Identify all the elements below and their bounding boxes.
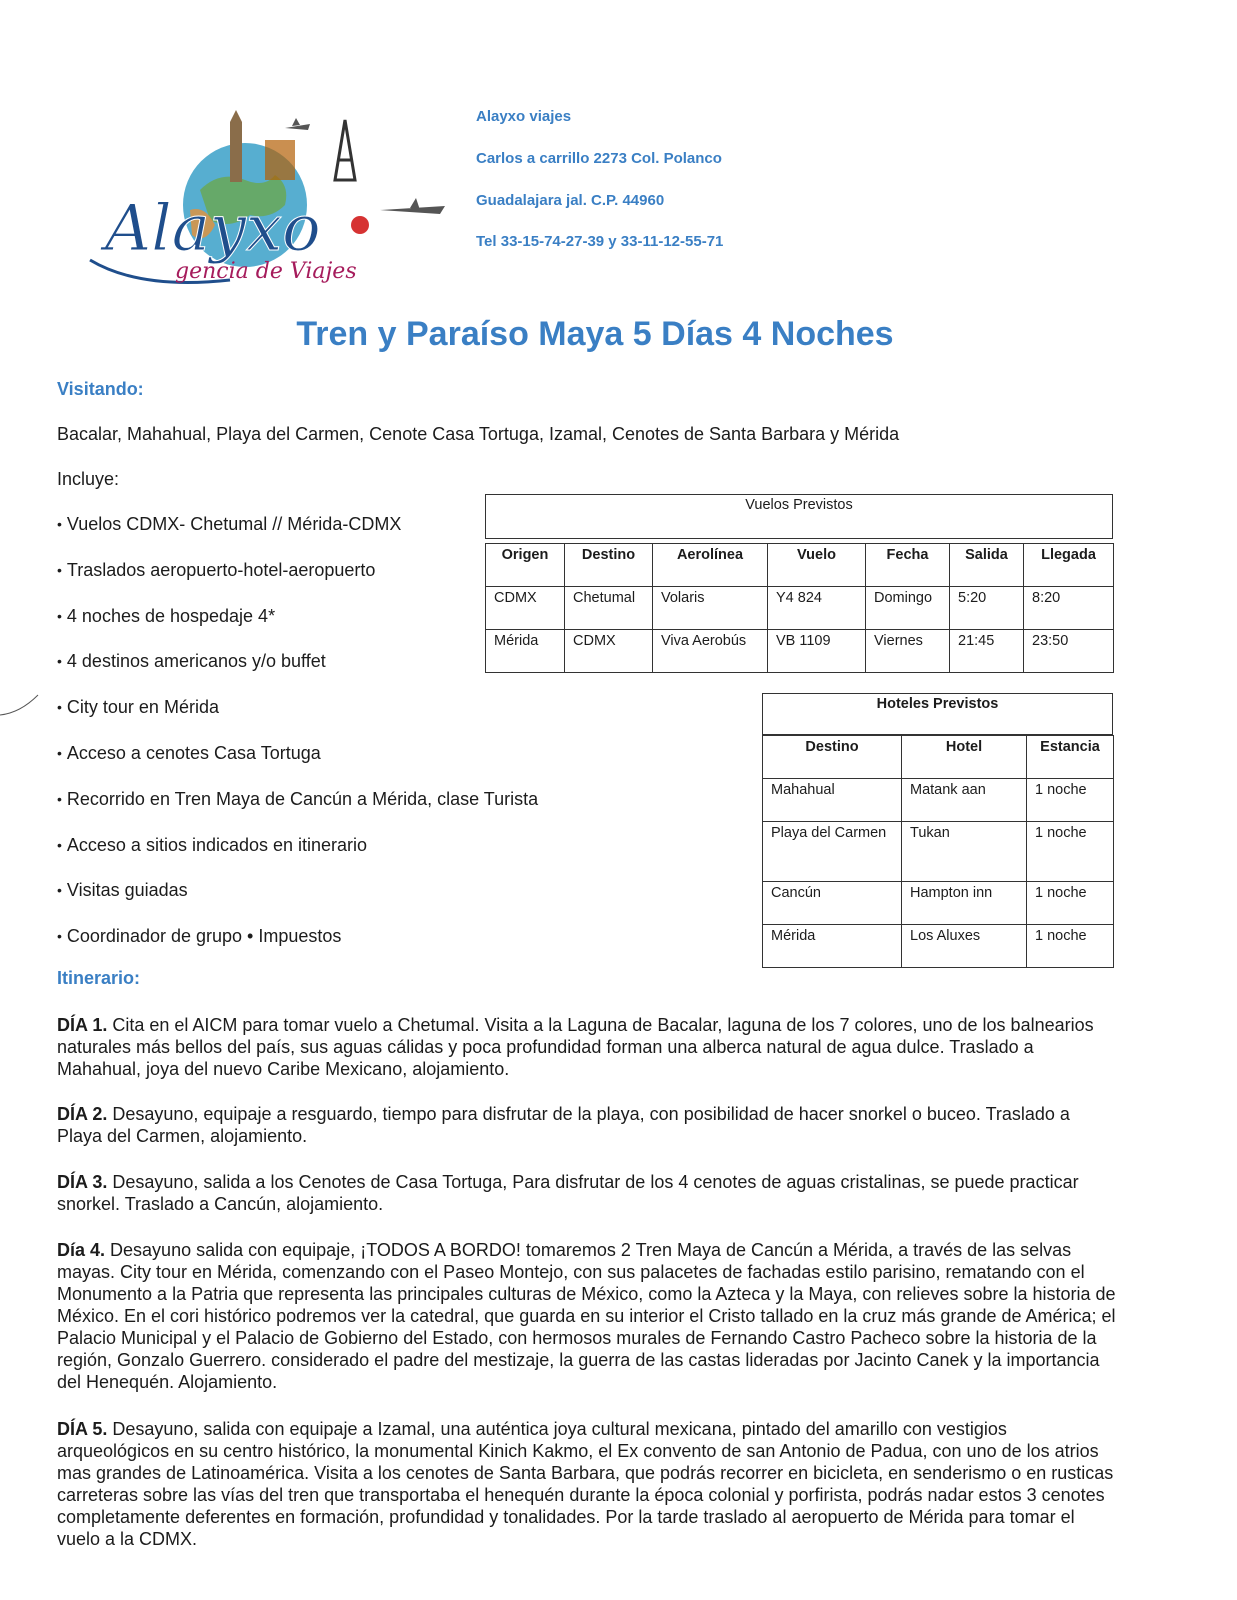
table-cell: Viernes bbox=[866, 630, 950, 673]
day-text: Desayuno, salida a los Cenotes de Casa Tortuga, Para disfrutar de los 4 cenotes de aguas cristalinas, se puede practicar snorkel. Traslado a Cancún, alojamiento. bbox=[57, 1172, 1079, 1214]
svg-text:gencia de Viajes: gencia de Viajes bbox=[175, 259, 357, 284]
agency-phone: Tel 33-15-74-27-39 y 33-11-12-55-71 bbox=[476, 233, 724, 250]
table-row bbox=[486, 587, 1114, 630]
day-label: DÍA 1. bbox=[57, 1015, 108, 1035]
day-label: DÍA 2. bbox=[57, 1104, 108, 1124]
agency-address-line2: Guadalajara jal. C.P. 44960 bbox=[476, 192, 665, 209]
table-cell: Playa del Carmen bbox=[763, 822, 902, 882]
day-label: Día 4. bbox=[57, 1240, 106, 1260]
table-row bbox=[763, 925, 1114, 968]
column-header: Fecha bbox=[866, 544, 950, 587]
margin-mark bbox=[0, 693, 40, 718]
table-cell: 21:45 bbox=[950, 630, 1024, 673]
table-cell: CDMX bbox=[565, 630, 653, 673]
day-text: Cita en el AICM para tomar vuelo a Chetumal. Visita a la Laguna de Bacalar, laguna de los 7 colores, uno de los balnearios naturales más bellos del país, sus aguas cálidas y poca profundidad forman una alberca natural de agua dulce. Traslado a Mahahual, joya del nuevo Caribe Mexicano, alojamiento. bbox=[57, 1015, 1094, 1079]
table-cell: Mahahual bbox=[763, 779, 902, 822]
airplane-icon bbox=[285, 118, 310, 130]
column-header: Llegada bbox=[1024, 544, 1114, 587]
table-cell: Tukan bbox=[902, 822, 1027, 882]
list-item: • Acceso a sitios indicados en itinerario bbox=[57, 835, 538, 881]
visiting-label: Visitando: bbox=[57, 379, 144, 399]
itinerary-day bbox=[57, 1418, 1117, 1550]
svg-text:Alayxo: Alayxo bbox=[105, 192, 321, 266]
table-cell: Los Aluxes bbox=[902, 925, 1027, 968]
table-cell: Domingo bbox=[866, 587, 950, 630]
table-cell: 1 noche bbox=[1027, 822, 1114, 882]
table-cell: 1 noche bbox=[1027, 882, 1114, 925]
column-header: Destino bbox=[565, 544, 653, 587]
column-header: Estancia bbox=[1027, 736, 1114, 779]
itinerary-day bbox=[57, 1014, 1117, 1080]
column-header: Destino bbox=[763, 736, 902, 779]
table-cell: VB 1109 bbox=[768, 630, 866, 673]
table-cell: 1 noche bbox=[1027, 779, 1114, 822]
eiffel-tower-icon bbox=[335, 120, 355, 180]
table-cell: Mérida bbox=[486, 630, 565, 673]
visiting-text: Bacalar, Mahahual, Playa del Carmen, Cenote Casa Tortuga, Izamal, Cenotes de Santa Barbara y Mérida bbox=[57, 424, 900, 444]
itinerary-day bbox=[57, 1171, 1117, 1215]
agency-logo bbox=[80, 110, 460, 305]
list-item: • Coordinador de grupo • Impuestos bbox=[57, 926, 538, 972]
agency-address-line1: Carlos a carrillo 2273 Col. Polanco bbox=[476, 150, 722, 167]
day-text: Desayuno salida con equipaje, ¡TODOS A BORDO! tomaremos 2 Tren Maya de Cancún a Mérida, a través de las selvas mayas. City tour en Mérida, comenzando con el Paseo Montejo, con sus palacetes de fachadas estilo parisino, rematando con el Monumento a la Patria que representa las principales culturas de México, como la Azteca y la Maya, con relieves sobre la historia de México. En el cori histórico podremos ver la catedral, que guarda en su interior el Cristo tallado en la cruz más grande de América; el Palacio Municipal y el Palacio de Gobierno del Estado, con hermosos murales de Fernando Castro Pacheco sobre la historia de la región, Gonzalo Guerrero. considerado el padre del mestizaje, la guerra de las castas lideradas por Jacinto Canek y la importancia del Henequén. Alojamiento. bbox=[57, 1240, 1116, 1392]
includes-label: Incluye: bbox=[57, 469, 120, 489]
list-item: • 4 destinos americanos y/o buffet bbox=[57, 651, 538, 697]
table-cell: Chetumal bbox=[565, 587, 653, 630]
table-cell: Mérida bbox=[763, 925, 902, 968]
column-header: Origen bbox=[486, 544, 565, 587]
table-cell: Volaris bbox=[653, 587, 768, 630]
day-label: DÍA 3. bbox=[57, 1172, 108, 1192]
table-cell: Y4 824 bbox=[768, 587, 866, 630]
column-header: Aerolínea bbox=[653, 544, 768, 587]
table-cell: 8:20 bbox=[1024, 587, 1114, 630]
flights-caption: Vuelos Previstos bbox=[485, 494, 1113, 539]
list-item: • Recorrido en Tren Maya de Cancún a Mérida, clase Turista bbox=[57, 789, 538, 835]
list-item: • Traslados aeropuerto-hotel-aeropuerto bbox=[57, 560, 538, 606]
table-cell: 5:20 bbox=[950, 587, 1024, 630]
day-text: Desayuno, salida con equipaje a Izamal, una auténtica joya cultural mexicana, pintado del amarillo con vestigios arqueológicos en su centro histórico, la monumental Kinich Kakmo, el Ex convento de san Antonio de Padua, con uno de los atrios mas grandes de Latinoamérica. Visita a los cenotes de Santa Barbara, que podrás recorrer en bicicleta, en senderismo o en rusticas carreteras sobre las vías del tren que transportaba el henequén durante la época colonial y porfirista, podrás nadar estos 3 cenotes completamente deferentes en formación, profundidad y tonalidades. Por la tarde traslado al aeropuerto de Mérida para tomar el vuelo a la CDMX. bbox=[57, 1419, 1114, 1549]
hotels-table bbox=[762, 735, 1114, 968]
column-header: Vuelo bbox=[768, 544, 866, 587]
table-cell: 23:50 bbox=[1024, 630, 1114, 673]
table-row bbox=[486, 630, 1114, 673]
list-item: • Vuelos CDMX- Chetumal // Mérida-CDMX bbox=[57, 514, 538, 560]
flights-table bbox=[485, 543, 1114, 673]
column-header: Salida bbox=[950, 544, 1024, 587]
agency-name: Alayxo viajes bbox=[476, 108, 572, 125]
column-header: Hotel bbox=[902, 736, 1027, 779]
table-cell: CDMX bbox=[486, 587, 565, 630]
table-row bbox=[763, 779, 1114, 822]
list-item: • 4 noches de hospedaje 4* bbox=[57, 606, 538, 652]
hotels-caption: Hoteles Previstos bbox=[762, 693, 1113, 735]
itinerary-day bbox=[57, 1103, 1117, 1147]
table-cell: Matank aan bbox=[902, 779, 1027, 822]
table-cell: Cancún bbox=[763, 882, 902, 925]
table-header-row bbox=[486, 544, 1114, 587]
includes-list bbox=[57, 514, 538, 972]
itinerary-label: Itinerario: bbox=[57, 968, 141, 988]
table-cell: 1 noche bbox=[1027, 925, 1114, 968]
list-item: • City tour en Mérida bbox=[57, 697, 538, 743]
list-item: • Acceso a cenotes Casa Tortuga bbox=[57, 743, 538, 789]
day-label: DÍA 5. bbox=[57, 1419, 108, 1439]
table-row bbox=[763, 882, 1114, 925]
table-row bbox=[763, 822, 1114, 882]
table-cell: Viva Aerobús bbox=[653, 630, 768, 673]
table-cell: Hampton inn bbox=[902, 882, 1027, 925]
tower-icon bbox=[230, 122, 242, 182]
itinerary-day bbox=[57, 1239, 1117, 1393]
table-header-row bbox=[763, 736, 1114, 779]
day-text: Desayuno, equipaje a resguardo, tiempo para disfrutar de la playa, con posibilidad de hacer snorkel o buceo. Traslado a Playa del Carmen, alojamiento. bbox=[57, 1104, 1070, 1146]
airplane-icon bbox=[380, 198, 445, 214]
list-item: • Visitas guiadas bbox=[57, 880, 538, 926]
page-title: Tren y Paraíso Maya 5 Días 4 Noches bbox=[296, 315, 894, 353]
